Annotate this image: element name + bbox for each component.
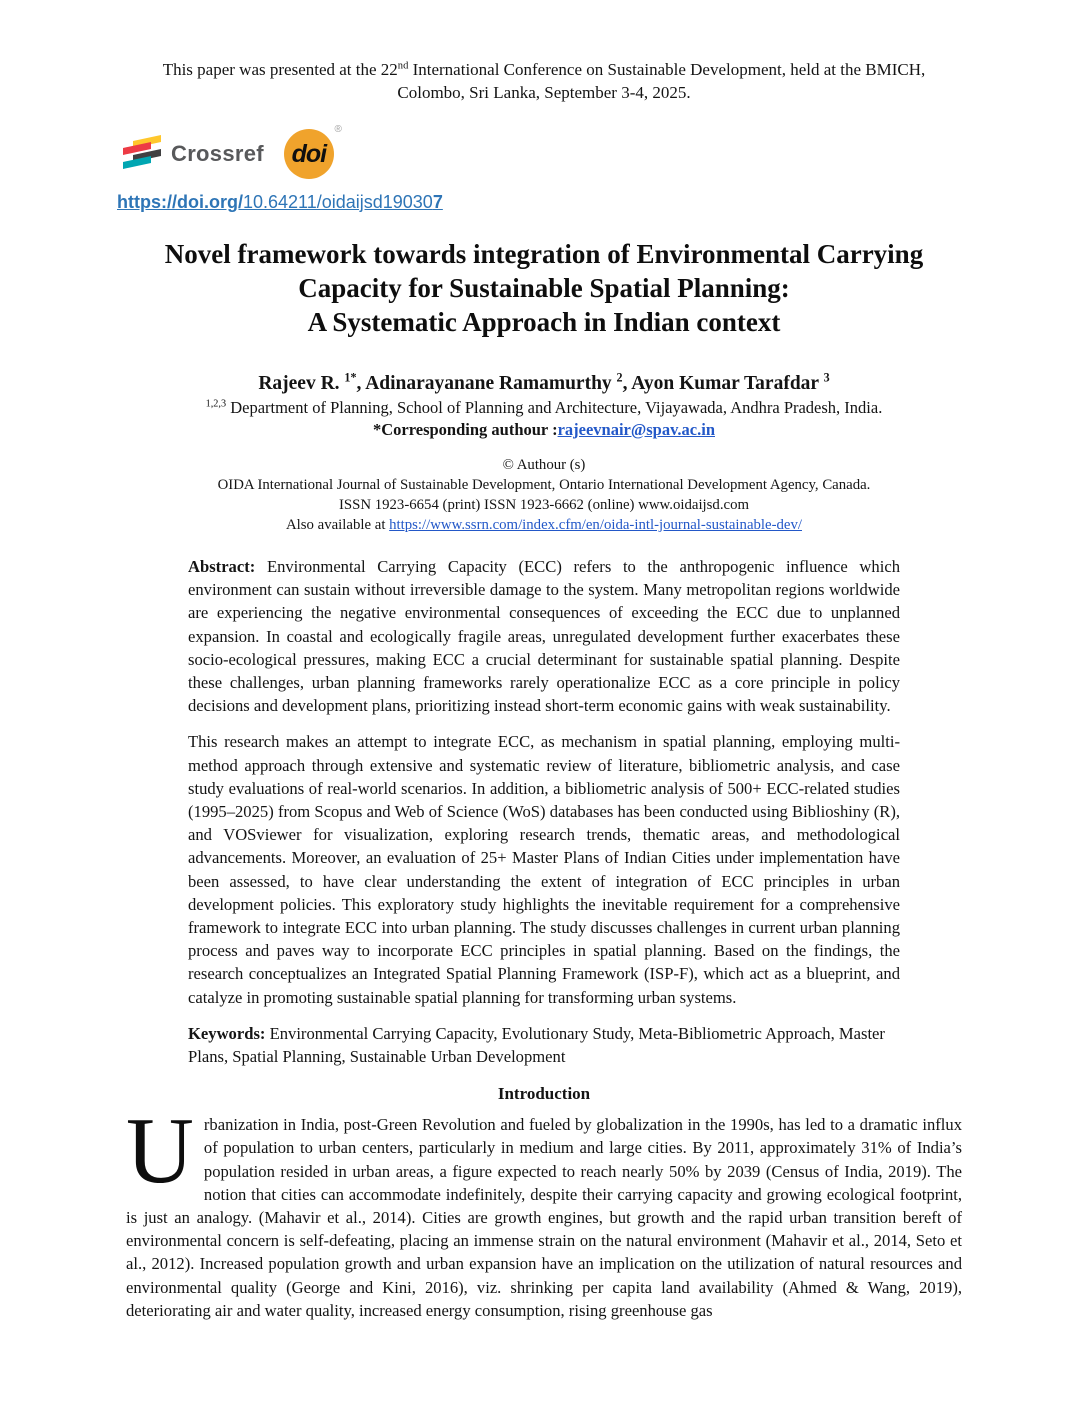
- corresponding-email-link[interactable]: rajeevnair@spav.ac.in: [557, 420, 715, 439]
- corresponding-author-line: [0, 420, 1088, 440]
- doi-hyperlink[interactable]: [117, 192, 443, 212]
- author-3-superscript: 3: [823, 370, 830, 385]
- introduction-paragraph: [126, 1099, 962, 1322]
- keywords-label: Keywords:: [188, 1023, 266, 1043]
- also-available-line: [0, 515, 1088, 535]
- keywords-text: Environmental Carrying Capacity, Evolutionary Study, Meta-Bibliometric Approach, Master Plans, Spatial Planning, Sustainable Urban Development: [188, 1023, 885, 1067]
- ordinal-superscript: nd: [397, 60, 409, 72]
- authors-line: [0, 370, 1088, 395]
- author-3-name: Ayon Kumar Tarafdar: [631, 373, 824, 394]
- doi-link-body: 10.64211/oidaijsd19030: [242, 192, 433, 212]
- author-1-superscript: 1*: [344, 370, 357, 385]
- journal-line: OIDA International Journal of Sustainable Development, Ontario International Development Agency, Canada.: [217, 477, 871, 493]
- doi-link-prefix: https://doi.org/: [117, 192, 243, 212]
- doi-link-suffix: 7: [432, 192, 443, 212]
- corresponding-label: *Corresponding authour :: [372, 420, 558, 439]
- affiliation-line: [0, 398, 1088, 418]
- crossref-wordmark: Crossref: [171, 141, 264, 166]
- author-2-superscript: 2: [616, 370, 623, 385]
- crossref-ribbon-icon: [122, 134, 162, 174]
- drop-cap-letter: U: [126, 1099, 194, 1204]
- registered-trademark-symbol: ®: [334, 124, 342, 135]
- abstract-label: Abstract:: [188, 557, 256, 576]
- conference-presentation-note: [144, 0, 944, 104]
- conference-note-text: This paper was presented at the 22: [162, 60, 398, 79]
- author-separator-2: ,: [622, 373, 632, 394]
- also-available-prefix: Also available at: [286, 517, 390, 533]
- abstract-paragraph-2: This research makes an attempt to integrate ECC, as mechanism in spatial planning, employing multi-method approach through extensive and systematic review of literature, bibliometric analysis, and case study evaluations of real-world scenarios. In addition, a bibliometric analysis of 500+ ECC-related studies (1995–2025) from Scopus and Web of Science (WoS) databases has been conducted using Biblioshiny (R), and VOSviewer for visualization, exploring research trends, thematic areas, and methodological advancements. Moreover, an evaluation of 25+ Master Plans of Indian Cities under implementation have been assessed, to have clear understanding the extent of integration of ECC principles in urban development policies. This exploratory study highlights the inevitable requirement for a comprehensive framework to integrate ECC into urban planning. The study discusses challenges in current urban planning process and paves way to incorporate ECC principles in spatial planning. Based on the findings, the research conceptualizes an Integrated Spatial Planning Framework (ISP-F), which act as a blueprint, and catalyze in promoting sustainable spatial planning for transforming urban systems.: [188, 732, 900, 1007]
- issn-line: ISSN 1923-6654 (print) ISSN 1923-6662 (online) www.oidaijsd.com: [338, 497, 750, 513]
- registration-logos-row: [122, 124, 1088, 180]
- author-2-name: Adinarayanane Ramamurthy: [365, 373, 617, 394]
- conference-note-text-cont: International Conference on Sustainable Development, held at the BMICH, Colombo, Sri Lanka, September 3-4, 2025.: [397, 60, 926, 102]
- affiliation-text: Department of Planning, School of Planning and Architecture, Vijayawada, Andhra Pradesh, India.: [226, 398, 883, 417]
- author-separator-1: ,: [356, 373, 366, 394]
- doi-link-row: [117, 192, 1088, 213]
- affiliation-superscript: 1,2,3: [205, 398, 227, 410]
- title-line-1: Novel framework towards integration of Environmental Carrying: [164, 239, 924, 269]
- keywords-paragraph: [188, 1022, 900, 1068]
- paper-title: [104, 237, 984, 339]
- abstract-paragraph: [188, 555, 900, 717]
- ssrn-hyperlink[interactable]: https://www.ssrn.com/index.cfm/en/oida-intl-journal-sustainable-dev/: [389, 517, 802, 533]
- doi-logo-text: doi: [291, 139, 327, 168]
- title-line-2: Capacity for Sustainable Spatial Planning:: [298, 273, 790, 303]
- doi-logo-badge: [284, 124, 342, 179]
- introduction-text: rbanization in India, post-Green Revolution and fueled by globalization in the 1990s, has led to a dramatic influx of population to urban centers, particularly in medium and large cities. By 2011, approximately 31% of India’s population resided in urban areas, a figure expected to reach nearly 50% by 2039 (Census of India, 2019). The notion that cities can accommodate indefinitely, despite their carrying capacity and growing ecological footprint, is just an analogy. (Mahavir et al., 2014). Cities are growth engines, but growth and the rapid urban transition bereft of environmental concern is self-defeating, placing an immense strain on the natural environment (Mahavir et al., 2014, Seto et al., 2012). Increased population growth and urban expansion have an implication on the utilization of natural resources and environmental quality (George and Kini, 2016), viz. shrinking per capita land availability (Ahmed & Wang, 2019), deteriorating air and water quality, increased energy consumption, rising greenhouse gas: [126, 1115, 962, 1320]
- abstract-text: Environmental Carrying Capacity (ECC) refers to the anthropogenic influence which environment can sustain without irreversible damage to the system. Many metropolitan regions worldwide are experiencing the negative environmental consequences of exceeding the ECC due to unplanned expansion. In coastal and ecologically fragile areas, unregulated development further exacerbates these socio-ecological pressures, making ECC a crucial determinant for sustainable spatial planning. Despite these challenges, urban planning frameworks rarely operationalize ECC as a core principle in policy decisions and development plans, prioritizing instead short-term economic gains with weak sustainability.: [188, 557, 900, 716]
- copyright-line: © Authour (s): [502, 457, 586, 473]
- crossref-logo: [122, 134, 264, 174]
- introduction-heading: Introduction: [497, 1084, 591, 1104]
- author-1-name: Rajeev R.: [258, 373, 345, 394]
- publisher-info-block: [0, 455, 1088, 535]
- title-line-3: A Systematic Approach in Indian context: [307, 307, 781, 337]
